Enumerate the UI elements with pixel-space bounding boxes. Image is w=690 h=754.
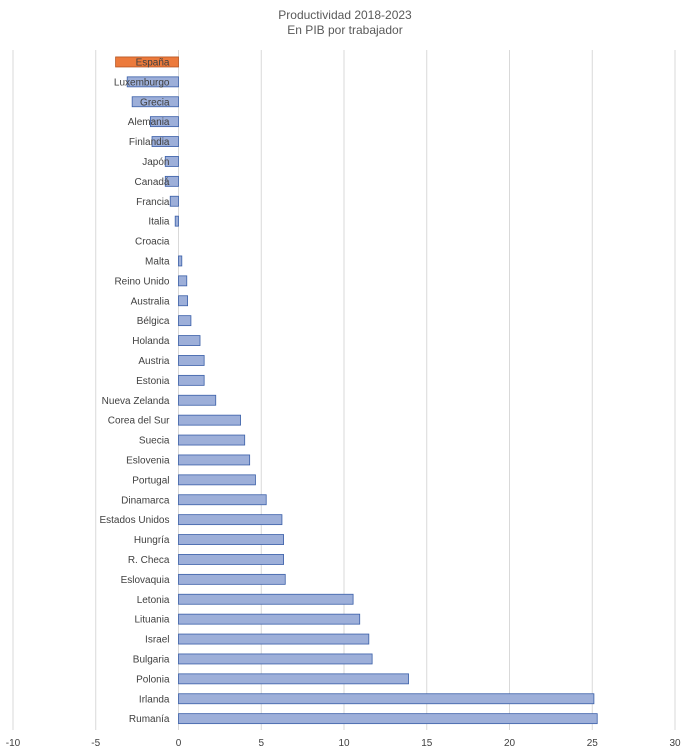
category-label: Eslovaquia	[120, 574, 170, 586]
bar	[179, 296, 188, 306]
bar	[179, 674, 409, 684]
category-label: Francia	[136, 196, 170, 208]
category-label: Reino Unido	[114, 276, 170, 288]
chart-title: Productividad 2018-2023	[278, 8, 412, 22]
bar	[179, 256, 182, 266]
bar	[179, 654, 373, 664]
x-tick-label: -10	[5, 738, 21, 749]
bar	[179, 535, 284, 545]
category-label: Bélgica	[136, 316, 170, 328]
x-tick-label: 20	[503, 738, 516, 749]
x-axis-tick-labels	[6, 738, 681, 749]
category-label: R. Checa	[127, 554, 170, 566]
category-label: Dinamarca	[121, 495, 170, 507]
category-label: Malta	[145, 256, 170, 268]
x-tick-label: 25	[586, 738, 598, 749]
category-label: Croacia	[135, 236, 170, 248]
bar	[179, 495, 267, 505]
category-label: Polonia	[136, 674, 170, 686]
bar	[179, 375, 205, 385]
category-label: Australia	[130, 296, 170, 308]
category-label: Israel	[145, 634, 170, 646]
category-label: Canadá	[134, 176, 170, 188]
category-label: Japón	[142, 156, 170, 168]
category-label: Grecia	[140, 97, 170, 109]
category-label: Letonia	[136, 594, 170, 606]
category-label: Corea del Sur	[107, 415, 170, 427]
category-label: Rumanía	[128, 714, 170, 726]
x-tick-label: 15	[421, 738, 433, 749]
x-tick-label: 10	[338, 738, 350, 749]
bar	[179, 435, 245, 445]
x-tick-label: 30	[669, 738, 681, 749]
bar	[179, 574, 286, 584]
category-label: Alemania	[127, 117, 170, 129]
category-label: Holanda	[132, 336, 170, 348]
bar	[179, 694, 594, 704]
bar	[179, 415, 241, 425]
bar	[179, 455, 250, 465]
bar	[179, 594, 354, 604]
bar	[179, 614, 360, 624]
bar	[179, 316, 191, 326]
category-label: Luxemburgo	[113, 77, 170, 89]
category-label: Portugal	[132, 475, 170, 487]
bar	[179, 554, 284, 564]
bar	[175, 216, 178, 226]
category-label: Austria	[138, 355, 170, 367]
bar	[179, 515, 282, 525]
bar	[179, 714, 598, 724]
category-label: Italia	[148, 216, 170, 228]
category-label: Estados Unidos	[99, 515, 170, 527]
category-label: Lituania	[134, 614, 170, 626]
category-label: Bulgaria	[132, 654, 170, 666]
category-label: Finlandia	[128, 137, 170, 149]
category-label: Eslovenia	[126, 455, 170, 467]
bar	[170, 196, 178, 206]
category-label: Hungría	[133, 535, 170, 547]
category-label: Irlanda	[138, 694, 170, 706]
bar	[179, 276, 187, 286]
category-label: Estonia	[136, 375, 170, 387]
category-label: Suecia	[138, 435, 170, 447]
x-tick-label: 0	[175, 738, 182, 749]
bar	[179, 355, 205, 365]
x-tick-label: -5	[91, 738, 101, 749]
bars	[113, 57, 598, 724]
chart-subtitle: En PIB por trabajador	[287, 23, 403, 37]
bar	[179, 336, 201, 346]
bar	[179, 634, 369, 644]
bar	[179, 395, 216, 405]
category-label: España	[135, 57, 170, 69]
category-label: Nueva Zelanda	[101, 395, 170, 407]
gridlines	[13, 50, 675, 730]
bar	[179, 475, 256, 485]
x-tick-label: 5	[258, 738, 265, 749]
category-labels	[99, 57, 170, 725]
